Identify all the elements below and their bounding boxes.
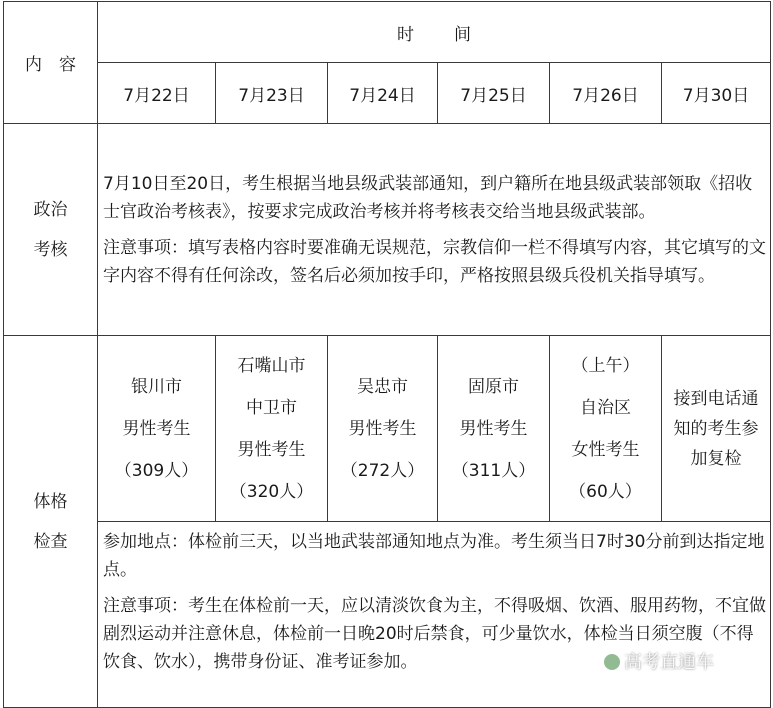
political-paragraph: 7月10日至20日，考生根据当地县级武装部通知，到户籍所在地县级武装部领取《招收士官政治考核表》，按要求完成政治考核并将考核表交给当地县级武装部。: [103, 173, 753, 222]
group-line: 自治区: [580, 397, 631, 418]
physical-label: [4, 336, 98, 708]
group-line: 吴忠市: [357, 376, 408, 397]
group-line: （311人）: [451, 460, 536, 481]
watermark: [604, 648, 714, 674]
group-line: 固原市: [468, 376, 519, 397]
group-line: 银川市: [131, 376, 182, 397]
physical-label-line: 检查: [33, 531, 68, 552]
date-cell: 7月22日: [98, 63, 216, 124]
group-line: 男性考生: [122, 418, 191, 439]
political-label: [4, 124, 98, 336]
content-header: 内 容: [4, 2, 98, 124]
group-line: （272人）: [340, 460, 425, 481]
physical-notes: [98, 522, 771, 708]
recheck-cell: 接到电话通知的考生参加复检: [662, 336, 771, 522]
group-cell-yinchuan: [98, 336, 216, 522]
time-header: 时间: [98, 2, 771, 63]
group-line: 男性考生: [459, 418, 528, 439]
group-line: 男性考生: [348, 418, 417, 439]
political-notice: 注意事项：填写表格内容时要准确无误规范，宗教信仰一栏不得填写内容，其它填写的文字内容不得有任何涂改，签名后必须加按手印，严格按照县级兵役机关指导填写。: [103, 237, 766, 286]
group-line: （320人）: [229, 481, 314, 502]
physical-notice: 注意事项：考生在体检前一天，应以清淡饮食为主，不得吸烟、饮酒、服用药物，不宜做剧烈运动并注意休息，体检前一日晚20时后禁食，可少量饮水，体检当日须空腹（不得饮食、饮水），携带身份证、准考证参加。: [103, 596, 766, 672]
political-content: [98, 124, 771, 336]
date-cell: 7月25日: [438, 63, 550, 124]
date-cell: 7月30日: [662, 63, 771, 124]
location-note: 参加地点：体检前三天，以当地武装部通知地点为准。考生须当日7时30分前到达指定地点。: [103, 532, 765, 580]
group-cell-wuzhong: [328, 336, 438, 522]
group-line: 中卫市: [246, 397, 297, 418]
wechat-icon: [604, 654, 620, 670]
date-cell: 7月24日: [328, 63, 438, 124]
schedule-table: [3, 1, 771, 708]
date-cell: 7月23日: [216, 63, 328, 124]
group-cell-shizuishan: [216, 336, 328, 522]
group-line: 女性考生: [571, 439, 640, 460]
political-label-line: 考核: [33, 239, 68, 260]
group-line: （上午）: [571, 355, 640, 376]
physical-label-line: 体格: [33, 491, 68, 512]
group-cell-region-female: [550, 336, 662, 522]
political-label-line: 政治: [33, 199, 68, 220]
group-line: （60人）: [569, 481, 642, 502]
group-line: 石嘴山市: [237, 355, 306, 376]
watermark-text: 高考直通车: [624, 652, 714, 673]
group-line: 男性考生: [237, 439, 306, 460]
group-cell-guyuan: [438, 336, 550, 522]
group-line: （309人）: [114, 460, 199, 481]
date-cell: 7月26日: [550, 63, 662, 124]
